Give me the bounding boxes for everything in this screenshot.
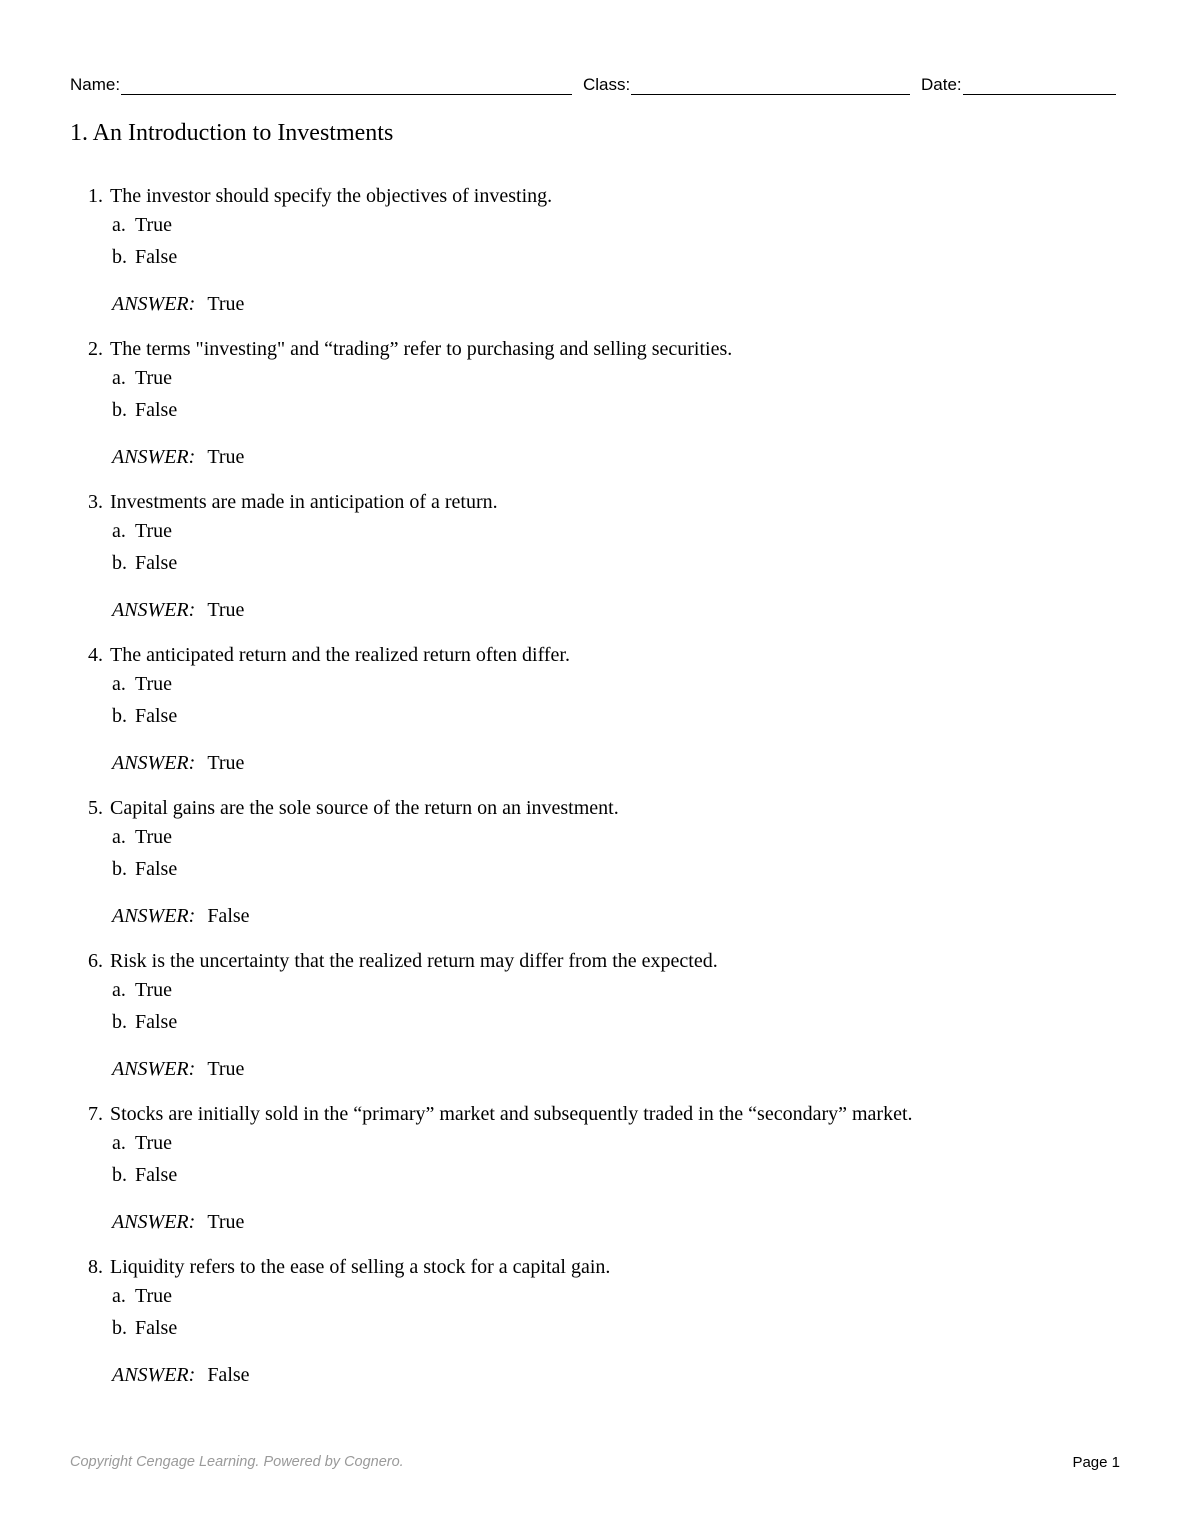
question-stem <box>88 338 732 361</box>
answer-label: ANSWER: <box>112 293 196 315</box>
answer-label: ANSWER: <box>112 599 196 621</box>
question-number: 1. <box>88 185 103 207</box>
answer-value: True <box>207 446 245 468</box>
question-item <box>0 491 1190 644</box>
option-text: True <box>135 979 173 1001</box>
question-item <box>0 950 1190 1103</box>
question-item <box>0 185 1190 338</box>
name-field[interactable] <box>70 70 572 95</box>
question-item <box>0 338 1190 491</box>
answer-value: False <box>207 1364 250 1386</box>
name-label: Name: <box>70 75 121 94</box>
answer-line <box>112 293 244 316</box>
option-text: False <box>135 1164 178 1186</box>
question-number: 8. <box>88 1256 103 1278</box>
question-number: 4. <box>88 644 103 666</box>
question-text: The terms "investing" and “trading” refer to purchasing and selling securities. <box>110 338 733 360</box>
question-text: The anticipated return and the realized return often differ. <box>110 644 570 666</box>
option-b[interactable] <box>112 1317 177 1340</box>
option-text: False <box>135 399 178 421</box>
option-letter: b. <box>112 1164 127 1186</box>
option-letter: a. <box>112 979 126 1001</box>
section-title: 1. An Introduction to Investments <box>70 120 394 146</box>
date-blank-line[interactable] <box>963 70 1116 95</box>
option-a[interactable] <box>112 214 172 237</box>
question-text: Investments are made in anticipation of a return. <box>110 491 498 513</box>
question-item <box>0 644 1190 797</box>
class-blank-line[interactable] <box>631 70 910 95</box>
answer-label: ANSWER: <box>112 905 196 927</box>
question-number: 3. <box>88 491 103 513</box>
answer-value: True <box>207 1211 245 1233</box>
answer-value: True <box>207 599 245 621</box>
option-a[interactable] <box>112 979 172 1002</box>
option-letter: a. <box>112 1132 126 1154</box>
class-field[interactable] <box>583 70 910 95</box>
option-text: True <box>135 520 173 542</box>
question-text: Liquidity refers to the ease of selling a stock for a capital gain. <box>110 1256 611 1278</box>
answer-line <box>112 1364 250 1387</box>
option-text: True <box>135 214 173 236</box>
option-b[interactable] <box>112 246 177 269</box>
date-field[interactable] <box>921 70 1116 95</box>
question-stem <box>88 644 570 667</box>
answer-label: ANSWER: <box>112 446 196 468</box>
option-letter: b. <box>112 705 127 727</box>
answer-label: ANSWER: <box>112 752 196 774</box>
header-fields <box>70 70 1120 96</box>
answer-line <box>112 1058 244 1081</box>
answer-label: ANSWER: <box>112 1364 196 1386</box>
option-text: True <box>135 1132 173 1154</box>
question-text: Capital gains are the sole source of the return on an investment. <box>110 797 619 819</box>
option-letter: a. <box>112 1285 126 1307</box>
question-stem <box>88 950 718 973</box>
date-label: Date: <box>921 75 962 94</box>
question-text: Stocks are initially sold in the “primary” market and subsequently traded in the “secondary” market. <box>110 1103 913 1125</box>
option-letter: b. <box>112 1317 127 1339</box>
question-text: The investor should specify the objectives of investing. <box>110 185 553 207</box>
option-letter: a. <box>112 214 126 236</box>
answer-value: True <box>207 752 245 774</box>
option-text: False <box>135 1011 178 1033</box>
answer-label: ANSWER: <box>112 1058 196 1080</box>
question-item <box>0 797 1190 950</box>
option-b[interactable] <box>112 552 177 575</box>
answer-value: True <box>207 1058 245 1080</box>
question-list <box>0 185 1190 1409</box>
option-letter: a. <box>112 520 126 542</box>
option-letter: a. <box>112 367 126 389</box>
question-text: Risk is the uncertainty that the realized return may differ from the expected. <box>110 950 718 972</box>
option-letter: a. <box>112 673 126 695</box>
option-text: True <box>135 826 173 848</box>
option-letter: b. <box>112 399 127 421</box>
question-stem <box>88 1103 913 1126</box>
name-blank-line[interactable] <box>121 70 572 95</box>
option-a[interactable] <box>112 367 172 390</box>
answer-value: False <box>207 905 250 927</box>
option-letter: b. <box>112 1011 127 1033</box>
question-number: 7. <box>88 1103 103 1125</box>
question-stem <box>88 797 619 820</box>
option-b[interactable] <box>112 705 177 728</box>
page-number: Page 1 <box>1072 1454 1120 1471</box>
question-number: 6. <box>88 950 103 972</box>
question-item <box>0 1256 1190 1409</box>
copyright-text: Copyright Cengage Learning. Powered by Cognero. <box>70 1454 404 1470</box>
answer-label: ANSWER: <box>112 1211 196 1233</box>
question-number: 5. <box>88 797 103 819</box>
option-text: True <box>135 367 173 389</box>
option-a[interactable] <box>112 826 172 849</box>
question-item <box>0 1103 1190 1256</box>
option-a[interactable] <box>112 1132 172 1155</box>
option-b[interactable] <box>112 858 177 881</box>
class-label: Class: <box>583 75 631 94</box>
option-text: True <box>135 1285 173 1307</box>
option-text: True <box>135 673 173 695</box>
option-text: False <box>135 246 178 268</box>
option-letter: b. <box>112 246 127 268</box>
option-b[interactable] <box>112 1164 177 1187</box>
answer-line <box>112 446 244 469</box>
option-letter: b. <box>112 858 127 880</box>
question-number: 2. <box>88 338 103 360</box>
answer-line <box>112 905 250 928</box>
option-b[interactable] <box>112 1011 177 1034</box>
option-a[interactable] <box>112 1285 172 1308</box>
option-text: False <box>135 705 178 727</box>
question-stem <box>88 185 552 208</box>
question-stem <box>88 491 498 514</box>
option-a[interactable] <box>112 673 172 696</box>
answer-line <box>112 1211 244 1234</box>
option-text: False <box>135 552 178 574</box>
answer-line <box>112 752 244 775</box>
option-letter: a. <box>112 826 126 848</box>
option-text: False <box>135 1317 178 1339</box>
option-letter: b. <box>112 552 127 574</box>
option-a[interactable] <box>112 520 172 543</box>
question-stem <box>88 1256 610 1279</box>
answer-line <box>112 599 244 622</box>
answer-value: True <box>207 293 245 315</box>
option-text: False <box>135 858 178 880</box>
option-b[interactable] <box>112 399 177 422</box>
